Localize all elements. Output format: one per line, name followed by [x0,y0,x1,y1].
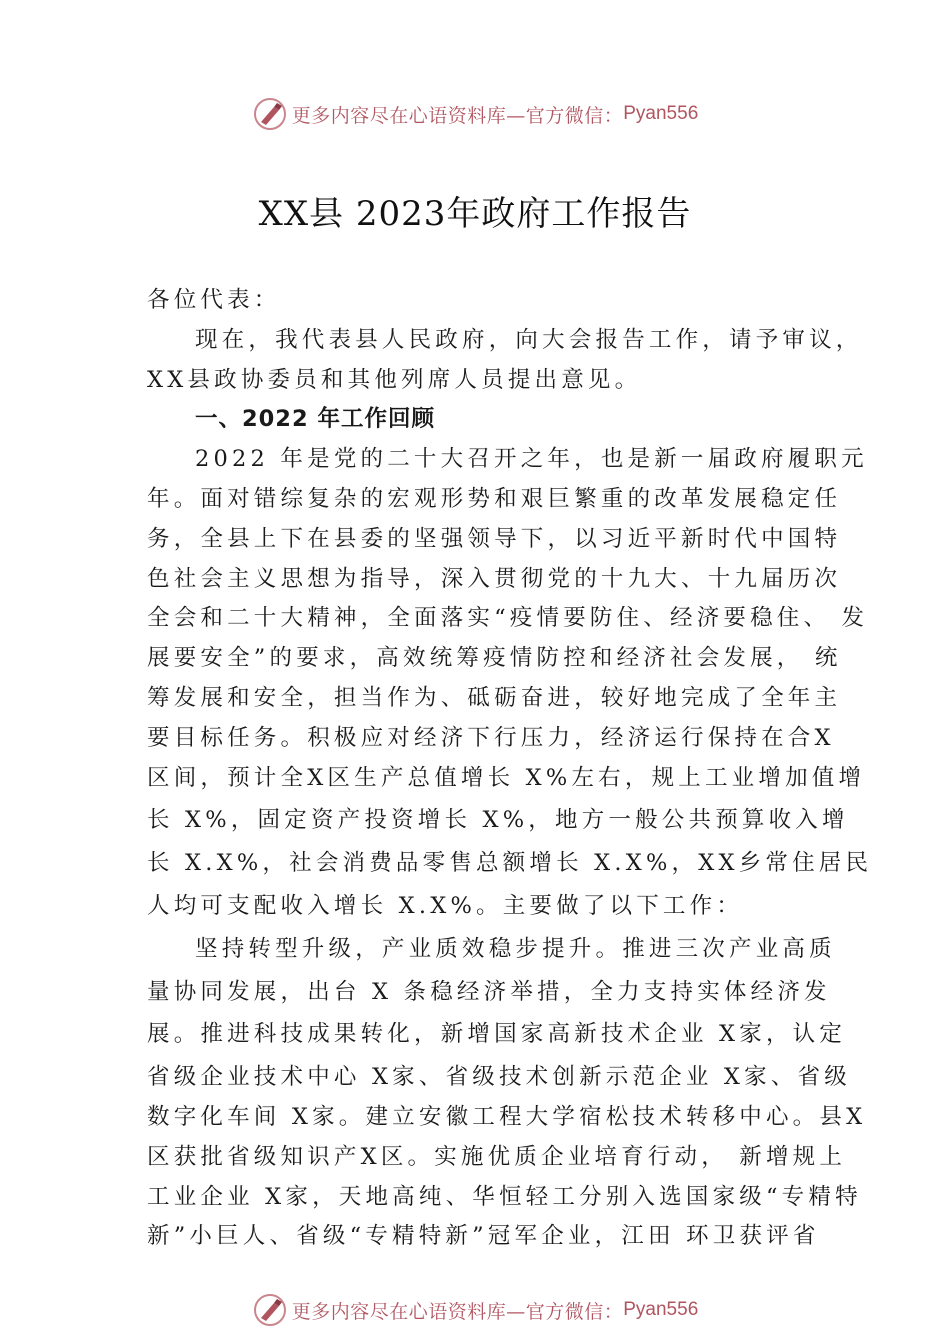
paragraph-line: 展。推进科技成果转化，新增国家高新技术企业 X家，认定 [147,1021,847,1048]
paragraph-line: 长 X%，固定资产投资增长 X%，地方一般公共预算收入增 [147,807,849,834]
paragraph-line: 色社会主义思想为指导，深入贯彻党的十九大、十九届历次 [147,565,842,592]
watermark-handle: Pyan556 [623,1299,699,1320]
paragraph-line: 要目标任务。积极应对经济下行压力，经济运行保持在合X [147,724,835,751]
watermark-text: 更多内容尽在心语资料库—官方微信： [291,1300,624,1323]
paragraph-line: 数字化车间 X家。建立安徽工程大学宿松技术转移中心。县X [147,1103,867,1130]
paragraph-line: 展要安全”的要求，高效统筹疫情防控和经济社会发展， 统 [147,645,842,672]
paragraph-line: 坚持转型升级，产业质效稳步提升。推进三次产业高质 [195,935,836,962]
paragraph-line: 年。面对错综复杂的宏观形势和艰巨繁重的改革发展稳定任 [147,485,842,512]
document-body [147,281,873,1257]
watermark-footer [0,1290,950,1330]
paragraph-line: 全会和二十大精神，全面落实“疫情要防住、经济要稳住、 发 [147,605,869,632]
section-heading: 一、2022 年工作回顾 [195,406,435,433]
paragraph-line: 务，全县上下在县委的坚强领导下，以习近平新时代中国特 [147,525,842,552]
paragraph-line: 省级企业技术中心 X家、省级技术创新示范企业 X家、省级 [147,1064,851,1091]
paragraph-line: 筹发展和安全，担当作为、砥砺奋进，较好地完成了全年主 [147,684,842,711]
paragraph-line: 区间，预计全X区生产总值增长 X%左右，规上工业增加值增 [147,764,866,791]
paragraph-line: 工业企业 X家，天地高纯、华恒轻工分别入选国家级“专精特 [147,1183,862,1210]
paragraph-line: 新”小巨人、省级“专精特新”冠军企业，江田 环卫获评省 [147,1223,820,1250]
paragraph-line: 量协同发展，出台 X 条稳经济举措，全力支持实体经济发 [147,978,831,1005]
paragraph-line: 长 X.X%，社会消费品零售总额增长 X.X%，XX乡常住居民 [147,850,873,877]
paragraph-line: 区获批省级知识产X区。实施优质企业培育行动， 新增规上 [147,1143,847,1170]
paragraph-line: XX县政协委员和其他列席人员提出意见。 [147,366,642,393]
pen-nib-seal-icon [252,1292,288,1328]
watermark-handle: Pyan556 [623,103,699,124]
watermark-text: 更多内容尽在心语资料库—官方微信： [291,104,624,127]
watermark-header [0,94,950,134]
salutation: 各位代表： [147,287,281,313]
paragraph-line: 现在，我代表县人民政府，向大会报告工作，请予审议， [195,326,863,353]
paragraph-line: 人均可支配收入增长 X.X%。主要做了以下工作： [147,892,744,919]
pen-nib-seal-icon [252,96,288,132]
paragraph-line: 2022 年是党的二十大召开之年，也是新一届政府履职元 [195,446,868,473]
document-title: XX县 2023年政府工作报告 [258,194,692,234]
